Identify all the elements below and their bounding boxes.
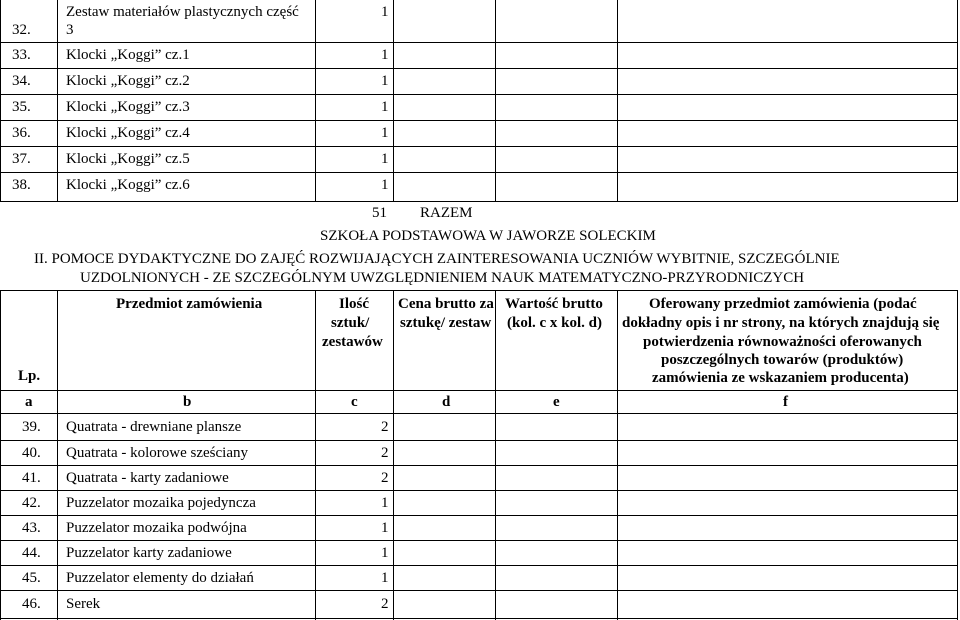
item-name: Klocki „Koggi” cz.5	[66, 151, 190, 167]
lp-cell: 38.	[12, 177, 31, 193]
col-letter-d: d	[442, 394, 451, 410]
item-name-cont: 3	[66, 22, 74, 38]
item-name: Puzzelator karty zadaniowe	[66, 545, 232, 561]
col-letter-a: a	[25, 394, 33, 410]
lp-cell: 33.	[12, 47, 31, 63]
qty-cell: 1	[381, 495, 389, 511]
qty-cell: 1	[381, 99, 389, 115]
qty-cell: 2	[381, 596, 389, 612]
header-offered-1: Oferowany przedmiot zamówienia (podać	[649, 296, 917, 312]
header-offered-2: dokładny opis i nr strony, na których znajdują się	[622, 315, 940, 331]
header-qty-2: sztuk/	[331, 315, 370, 331]
col-letter-e: e	[553, 394, 560, 410]
lp-cell: 46.	[22, 596, 41, 612]
lp-cell: 43.	[22, 520, 41, 536]
qty-cell: 1	[381, 545, 389, 561]
header-offered-5: zamówienia ze wskazaniem producenta)	[652, 370, 909, 386]
lp-cell: 41.	[22, 470, 41, 486]
qty-cell: 1	[381, 570, 389, 586]
col-letter-b: b	[183, 394, 192, 410]
item-name: Klocki „Koggi” cz.2	[66, 73, 190, 89]
qty-cell: 1	[381, 151, 389, 167]
item-name: Klocki „Koggi” cz.4	[66, 125, 190, 141]
item-name: Puzzelator elementy do działań	[66, 570, 254, 586]
lp-cell: 44.	[22, 545, 41, 561]
section-title-line2: UZDOLNIONYCH - ZE SZCZEGÓLNYM UWZGLĘDNIENIEM NAUK MATEMATYCZNO-PRZYRODNICZYCH	[80, 270, 805, 286]
qty-cell: 2	[381, 470, 389, 486]
qty-cell: 1	[381, 73, 389, 89]
section-title-line1: II. POMOCE DYDAKTYCZNE DO ZAJĘĆ ROZWIJAJĄCYCH ZAINTERESOWANIA UCZNIÓW WYBITNIE, SZCZEGÓLNIE	[34, 251, 840, 267]
header-price-1: Cena brutto za	[398, 296, 494, 312]
col-letter-f: f	[783, 394, 788, 410]
item-name: Klocki „Koggi” cz.1	[66, 47, 190, 63]
item-name: Quatrata - drewniane plansze	[66, 419, 242, 435]
total-qty: 51	[372, 205, 387, 221]
item-name: Quatrata - karty zadaniowe	[66, 470, 229, 486]
total-label: RAZEM	[420, 205, 473, 221]
header-qty-3: zestawów	[322, 334, 383, 350]
qty-cell: 1	[381, 177, 389, 193]
item-name: Klocki „Koggi” cz.3	[66, 99, 190, 115]
item-name: Zestaw materiałów plastycznych część	[66, 4, 299, 20]
lp-cell: 35.	[12, 99, 31, 115]
lp-cell: 34.	[12, 73, 31, 89]
header-price-2: sztukę/ zestaw	[400, 315, 492, 331]
header-qty-1: Ilość	[339, 296, 369, 312]
header-subject: Przedmiot zamówienia	[116, 296, 263, 312]
item-name: Klocki „Koggi” cz.6	[66, 177, 190, 193]
lp-cell: 36.	[12, 125, 31, 141]
lp-cell: 32.	[12, 22, 31, 38]
qty-cell: 2	[381, 445, 389, 461]
qty-cell: 1	[381, 125, 389, 141]
item-name: Puzzelator mozaika pojedyncza	[66, 495, 256, 511]
header-value-2: (kol. c x kol. d)	[507, 315, 603, 331]
item-name: Serek	[66, 596, 101, 612]
lp-cell: 39.	[22, 419, 41, 435]
lp-cell: 40.	[22, 445, 41, 461]
qty-cell: 2	[381, 419, 389, 435]
school-title: SZKOŁA PODSTAWOWA W JAWORZE SOLECKIM	[320, 228, 656, 244]
lp-cell: 37.	[12, 151, 31, 167]
lp-cell: 42.	[22, 495, 41, 511]
header-lp: Lp.	[18, 368, 41, 384]
header-offered-3: potwierdzenia równoważności oferowanych	[643, 334, 922, 350]
qty-cell: 1	[381, 4, 389, 20]
lp-cell: 45.	[22, 570, 41, 586]
item-name: Quatrata - kolorowe sześciany	[66, 445, 249, 461]
qty-cell: 1	[381, 520, 389, 536]
header-offered-4: poszczególnych towarów (produktów)	[661, 352, 904, 368]
item-name: Puzzelator mozaika podwójna	[66, 520, 247, 536]
qty-cell: 1	[381, 47, 389, 63]
header-value-1: Wartość brutto	[505, 296, 603, 312]
col-letter-c: c	[351, 394, 358, 410]
